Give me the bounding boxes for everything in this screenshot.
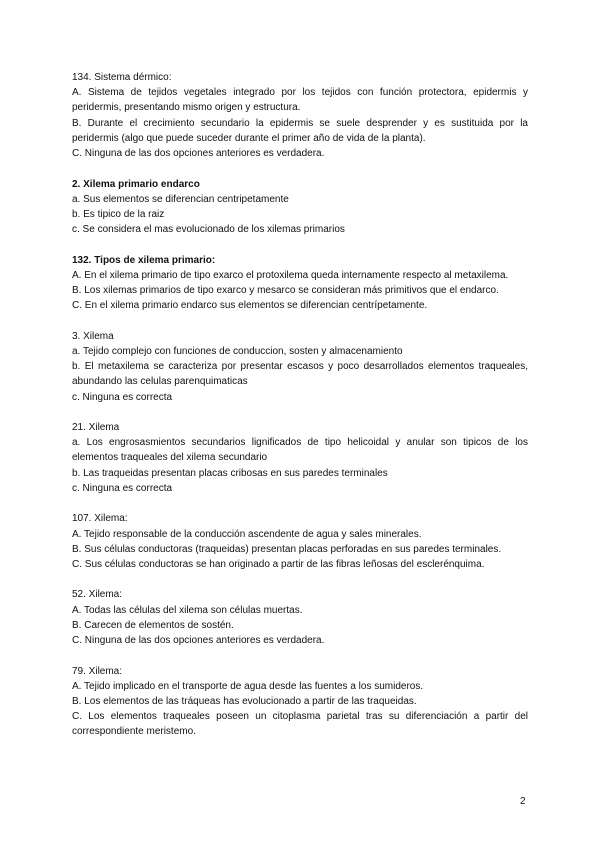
option-c: C. Ninguna de las dos opciones anteriores es verdadera. xyxy=(72,148,325,160)
option-a: a. Tejido complejo con funciones de conduccion, sosten y almacenamiento xyxy=(72,345,403,357)
question-title: 134. Sistema dérmico: xyxy=(72,72,172,83)
option-a: A. Todas las células del xilema son células muertas. xyxy=(72,604,303,616)
option-a: A. Sistema de tejidos vegetales integrado por los tejidos con función protectora, epidermis y peridermis, presentando mismo origen y estructura. xyxy=(72,87,528,114)
question-title: 2. Xilema primario endarco xyxy=(72,178,200,190)
question-52 xyxy=(72,587,528,648)
question-2 xyxy=(72,177,528,238)
option-a: A. Tejido responsable de la conducción ascendente de agua y sales minerales. xyxy=(72,528,422,540)
option-b: B. Carecen de elementos de sostén. xyxy=(72,619,234,631)
document-page xyxy=(72,70,528,755)
option-b: b. Es tipico de la raiz xyxy=(72,208,165,220)
page-number: 2 xyxy=(520,796,526,807)
option-a: A. En el xilema primario de tipo exarco el protoxilema queda internamente respecto al metaxilema. xyxy=(72,269,509,281)
option-b: b. Las traqueidas presentan placas cribosas en sus paredes terminales xyxy=(72,467,388,479)
question-title: 132. Tipos de xilema primario: xyxy=(72,254,216,266)
option-b: B. Los elementos de las tráqueas has evolucionado a partir de las traqueidas. xyxy=(72,695,417,707)
option-c: C. Ninguna de las dos opciones anteriores es verdadera. xyxy=(72,635,325,647)
option-c: c. Se considera el mas evolucionado de los xilemas primarios xyxy=(72,224,345,236)
question-title: 21. Xilema xyxy=(72,422,120,434)
option-b: B. Los xilemas primarios de tipo exarco y mesarco se consideran más primitivos que el endarco. xyxy=(72,285,499,297)
question-title: 3. Xilema xyxy=(72,330,114,342)
question-79 xyxy=(72,664,528,740)
option-c: c. Ninguna es correcta xyxy=(72,391,173,403)
question-21 xyxy=(72,420,528,496)
question-132 xyxy=(72,253,528,314)
question-title: 52. Xilema: xyxy=(72,589,123,601)
option-c: C. Sus células conductoras se han originado a partir de las fibras leñosas del esclerénquima. xyxy=(72,558,485,570)
option-b: B. Durante el crecimiento secundario la epidermis se suele desprender y es sustituida por la peridermis (algo que puede suceder durante el primer año de vida de la planta). xyxy=(72,117,528,144)
question-title: 107. Xilema: xyxy=(72,513,128,525)
option-c: C. En el xilema primario endarco sus elementos se diferencian centrípetamente. xyxy=(72,300,428,312)
option-a: a. Los engrosasmientos secundarios lignificados de tipo helicoidal y anular son tipicos de los elementos traqueales del xilema secundario xyxy=(72,437,528,464)
question-107 xyxy=(72,511,528,572)
option-c: c. Ninguna es correcta xyxy=(72,482,173,494)
question-title: 79. Xilema: xyxy=(72,665,123,677)
option-c: C. Los elementos traqueales poseen un citoplasma parietal tras su diferenciación a partir del correspondiente meristemo. xyxy=(72,711,528,738)
option-a: a. Sus elementos se diferencian centripetamente xyxy=(72,193,289,205)
question-3 xyxy=(72,329,528,405)
option-b: b. El metaxilema se caracteriza por presentar escasos y poco desarrollados elementos traqueales, abundando las celulas parenquimaticas xyxy=(72,361,528,388)
question-134 xyxy=(72,70,528,161)
option-a: A. Tejido implicado en el transporte de agua desde las fuentes a los sumideros. xyxy=(72,680,424,692)
option-b: B. Sus células conductoras (traqueidas) presentan placas perforadas en sus paredes terminales. xyxy=(72,543,502,555)
